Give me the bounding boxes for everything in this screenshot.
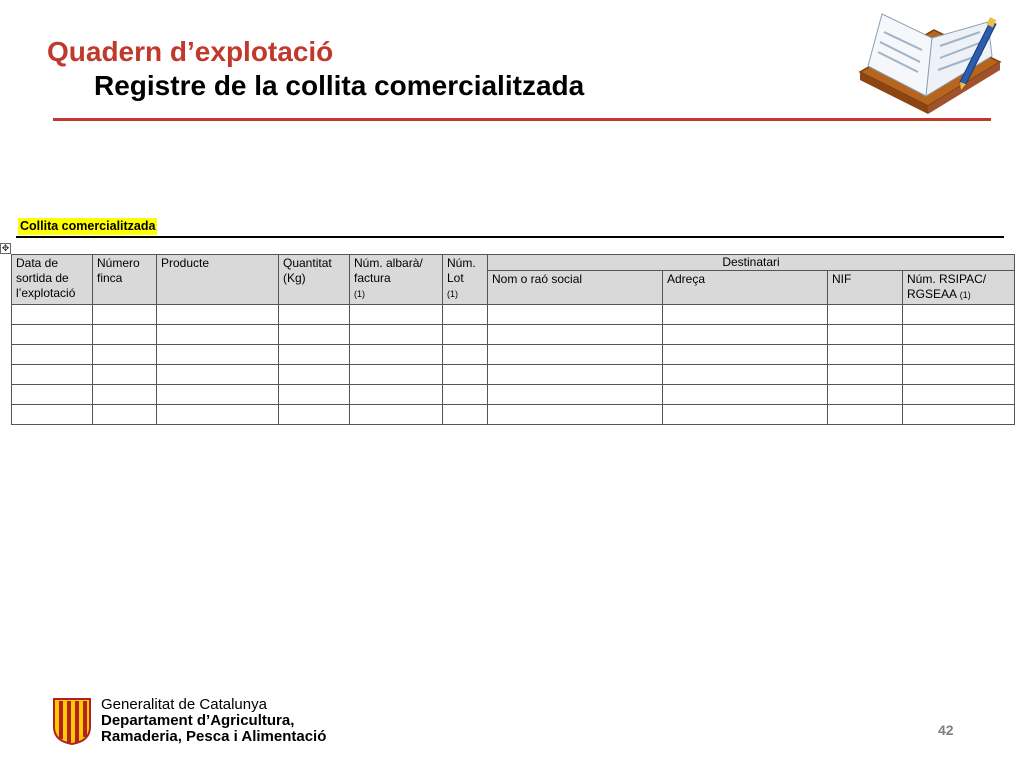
table-cell[interactable] bbox=[663, 365, 828, 385]
table-cell[interactable] bbox=[828, 385, 903, 405]
table-cell[interactable] bbox=[488, 385, 663, 405]
table-cell[interactable] bbox=[279, 365, 350, 385]
generalitat-coat-of-arms-icon bbox=[52, 697, 92, 745]
slide-subtitle: Registre de la collita comercialitzada bbox=[94, 70, 585, 101]
table-cell[interactable] bbox=[350, 345, 443, 365]
table-cell[interactable] bbox=[157, 345, 279, 365]
table-cell[interactable] bbox=[488, 405, 663, 425]
section-label: Collita comercialitzada bbox=[20, 219, 156, 233]
table-cell[interactable] bbox=[93, 345, 157, 365]
table-cell[interactable] bbox=[350, 305, 443, 325]
table-cell[interactable] bbox=[443, 405, 488, 425]
footer-organization bbox=[101, 697, 326, 745]
header-destinatari: Destinatari bbox=[488, 255, 1015, 271]
table-cell[interactable] bbox=[663, 325, 828, 345]
table-cell[interactable] bbox=[488, 325, 663, 345]
table-cell[interactable] bbox=[488, 345, 663, 365]
table-cell[interactable] bbox=[828, 305, 903, 325]
table-cell[interactable] bbox=[663, 385, 828, 405]
table-cell[interactable] bbox=[157, 385, 279, 405]
table-cell[interactable] bbox=[443, 325, 488, 345]
table-cell[interactable] bbox=[12, 345, 93, 365]
table-cell[interactable] bbox=[350, 405, 443, 425]
table-row[interactable] bbox=[12, 345, 1015, 365]
header-num-albara: Núm. albarà/ factura (1) bbox=[350, 255, 443, 305]
table-cell[interactable] bbox=[12, 405, 93, 425]
table-cell[interactable] bbox=[443, 365, 488, 385]
footer-org-line2: Departament d’Agricultura, bbox=[101, 712, 295, 729]
table-cell[interactable] bbox=[279, 405, 350, 425]
table-cell[interactable] bbox=[157, 325, 279, 345]
table-cell[interactable] bbox=[350, 385, 443, 405]
table-cell[interactable] bbox=[828, 405, 903, 425]
open-book-with-pen-icon bbox=[856, 10, 1004, 132]
table-row[interactable] bbox=[12, 385, 1015, 405]
header-rsipac: Núm. RSIPAC/ RGSEAA (1) bbox=[903, 271, 1015, 305]
header-quantitat: Quantitat (Kg) bbox=[279, 255, 350, 305]
table-cell[interactable] bbox=[279, 305, 350, 325]
table-cell[interactable] bbox=[157, 305, 279, 325]
table-cell[interactable] bbox=[157, 365, 279, 385]
table-cell[interactable] bbox=[93, 305, 157, 325]
header-nif: NIF bbox=[828, 271, 903, 305]
page-number: 42 bbox=[938, 722, 954, 738]
table-cell[interactable] bbox=[828, 325, 903, 345]
footer-org-line1: Generalitat de Catalunya bbox=[101, 696, 267, 713]
table-cell[interactable] bbox=[12, 385, 93, 405]
table-cell[interactable] bbox=[663, 345, 828, 365]
table-cell[interactable] bbox=[12, 365, 93, 385]
table-cell[interactable] bbox=[12, 305, 93, 325]
header-adreca: Adreça bbox=[663, 271, 828, 305]
table-cell[interactable] bbox=[488, 305, 663, 325]
table-cell[interactable] bbox=[903, 385, 1015, 405]
header-nom-rao: Nom o raó social bbox=[488, 271, 663, 305]
table-cell[interactable] bbox=[93, 365, 157, 385]
table-cell[interactable] bbox=[903, 365, 1015, 385]
table-move-handle-icon[interactable]: ✥ bbox=[1, 243, 10, 253]
table-cell[interactable] bbox=[279, 345, 350, 365]
table-cell[interactable] bbox=[443, 305, 488, 325]
table-row[interactable] bbox=[12, 365, 1015, 385]
table-cell[interactable] bbox=[279, 325, 350, 345]
table-cell[interactable] bbox=[903, 305, 1015, 325]
table-cell[interactable] bbox=[12, 325, 93, 345]
table-cell[interactable] bbox=[828, 345, 903, 365]
table-cell[interactable] bbox=[903, 325, 1015, 345]
header-numero-finca: Número finca bbox=[93, 255, 157, 305]
table-cell[interactable] bbox=[488, 365, 663, 385]
table-cell[interactable] bbox=[663, 305, 828, 325]
slide-title: Quadern d’explotació bbox=[47, 36, 334, 67]
table-cell[interactable] bbox=[93, 325, 157, 345]
table-cell[interactable] bbox=[828, 365, 903, 385]
table-cell[interactable] bbox=[93, 405, 157, 425]
table-row[interactable] bbox=[12, 305, 1015, 325]
table-row[interactable] bbox=[12, 325, 1015, 345]
harvest-register-table bbox=[11, 254, 1015, 425]
table-cell[interactable] bbox=[903, 345, 1015, 365]
header-num-lot: Núm. Lot (1) bbox=[443, 255, 488, 305]
table-row[interactable] bbox=[12, 405, 1015, 425]
table-cell[interactable] bbox=[350, 365, 443, 385]
table-cell[interactable] bbox=[279, 385, 350, 405]
footer-org-line3: Ramaderia, Pesca i Alimentació bbox=[101, 728, 327, 745]
table-cell[interactable] bbox=[350, 325, 443, 345]
table-cell[interactable] bbox=[157, 405, 279, 425]
table-cell[interactable] bbox=[443, 385, 488, 405]
table-cell[interactable] bbox=[93, 385, 157, 405]
table-cell[interactable] bbox=[663, 405, 828, 425]
header-producte: Producte bbox=[157, 255, 279, 305]
table-cell[interactable] bbox=[443, 345, 488, 365]
header-data-sortida: Data de sortida de l’explotació bbox=[12, 255, 93, 305]
title-divider bbox=[53, 118, 991, 121]
table-cell[interactable] bbox=[903, 405, 1015, 425]
section-divider bbox=[16, 236, 1004, 238]
